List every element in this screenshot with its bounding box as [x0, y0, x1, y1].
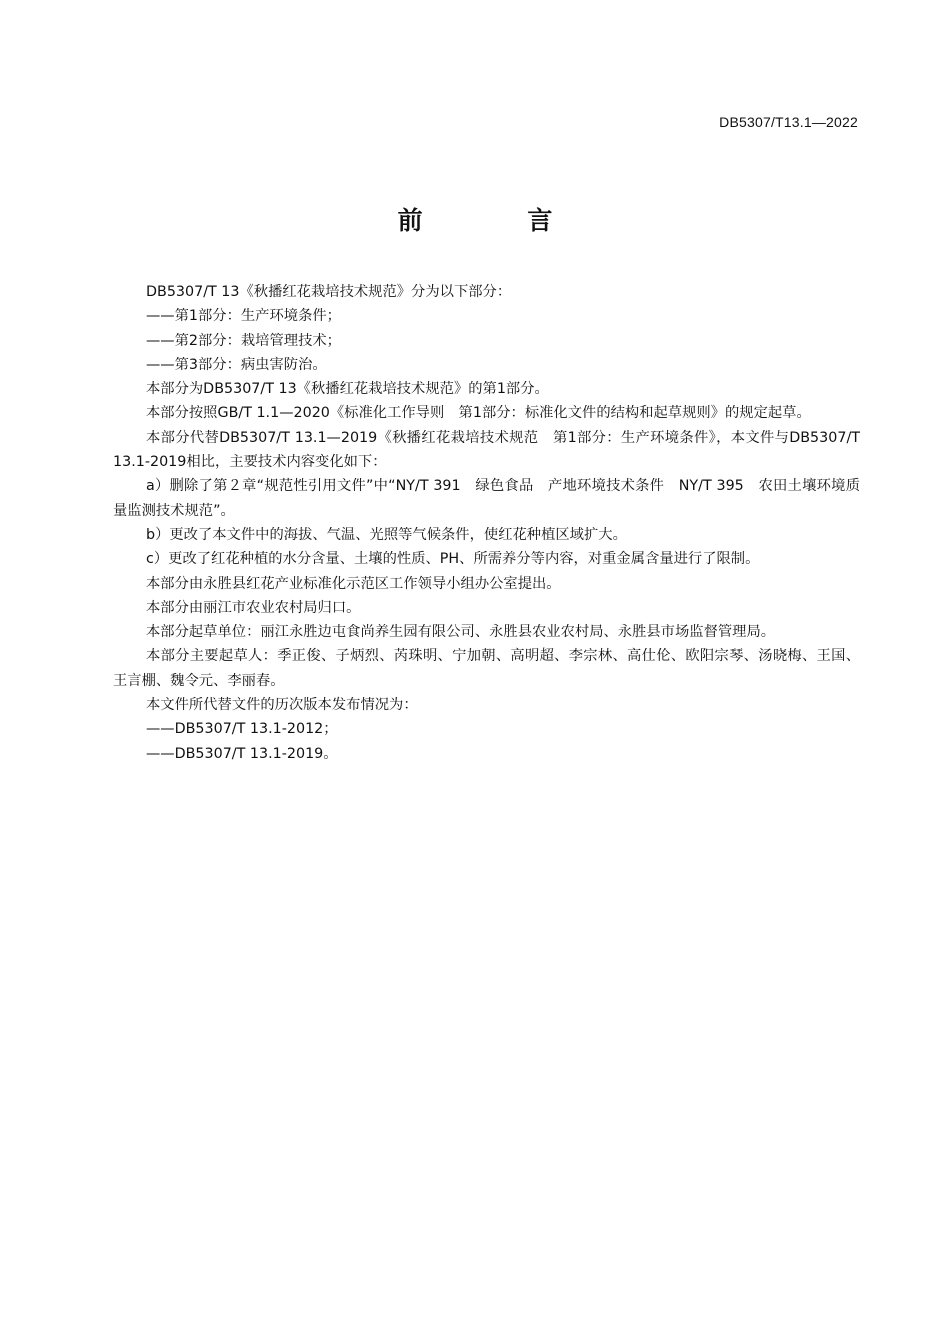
change-item-a: a）删除了第２章“规范性引用文件”中“NY/T 391 绿色食品 产地环境技术条件 NY/T 395 农田土壤环境质量监测技术规范”。: [113, 478, 860, 519]
paragraph-drafting-units: 本部分起草单位：丽江永胜边屯食尚养生园有限公司、永胜县农业农村局、永胜县市场监督管理局。: [146, 624, 776, 641]
page-title: 前 言: [397, 206, 601, 235]
change-item-b: b）更改了本文件中的海拔、气温、光照等气候条件，使红花种植区域扩大。: [146, 526, 627, 543]
paragraph-part-statement: 本部分为DB5307/T 13《秋播红花栽培技术规范》的第1部分。: [146, 381, 549, 398]
document-code: DB5307/T13.1—2022: [719, 114, 858, 130]
paragraph-drafting-rules: 本部分按照GB/T 1.1—2020《标准化工作导则 第1部分：标准化文件的结构和起草规则》的规定起草。: [146, 405, 811, 422]
history-item-2019: ——DB5307/T 13.1-2019。: [146, 745, 338, 762]
history-item-2012: ——DB5307/T 13.1-2012；: [146, 721, 338, 738]
paragraph-proposer: 本部分由永胜县红花产业标准化示范区工作领导小组办公室提出。: [146, 575, 561, 592]
list-item-part-2: ——第2部分：栽培管理技术；: [146, 332, 341, 349]
paragraph-history-intro: 本文件所代替文件的历次版本发布情况为：: [146, 697, 418, 714]
paragraph-replacement: 本部分代替DB5307/T 13.1—2019《秋播红花栽培技术规范 第1部分：生产环境条件》，本文件与DB5307/T 13.1-2019相比，主要技术内容变化如下：: [113, 429, 860, 471]
paragraph-administrator: 本部分由丽江市农业农村局归口。: [146, 599, 361, 616]
paragraph-drafters: 本部分主要起草人：季正俊、子炳烈、芮珠明、宁加朝、高明超、李宗林、高仕伦、欧阳宗琴、汤晓梅、王国、王言棚、魏令元、李丽春。: [113, 648, 860, 689]
paragraph-intro: DB5307/T 13《秋播红花栽培技术规范》分为以下部分：: [146, 284, 512, 300]
change-item-c: c）更改了红花种植的水分含量、土壤的性质、PH、所需养分等内容，对重金属含量进行了限制。: [146, 551, 760, 568]
list-item-part-1: ——第1部分：生产环境条件；: [146, 308, 341, 325]
list-item-part-3: ——第3部分：病虫害防治。: [146, 356, 327, 373]
foreword-body: [113, 280, 860, 766]
